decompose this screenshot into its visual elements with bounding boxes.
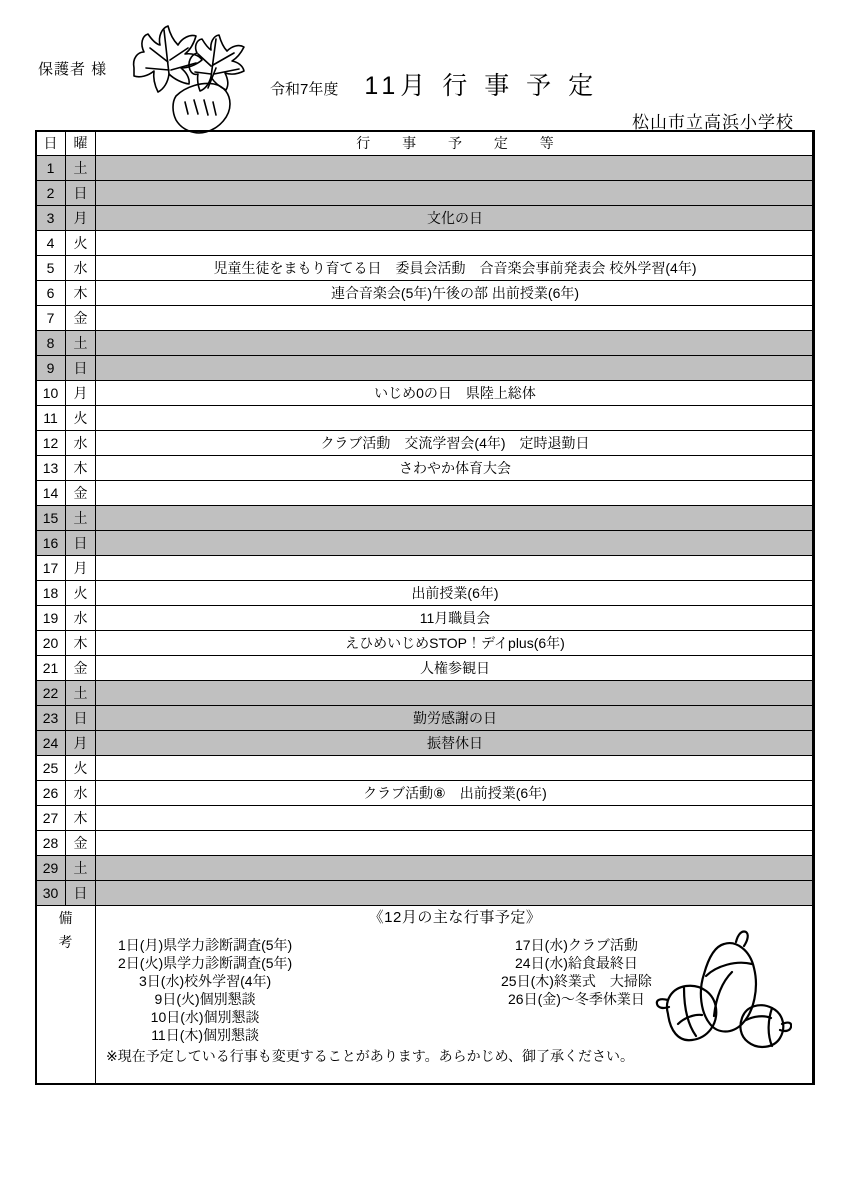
table-row <box>36 206 815 231</box>
cell-event <box>96 856 815 881</box>
notes-label-cell <box>36 906 96 1085</box>
acorn-icon <box>632 920 792 1060</box>
note-line: 17日(水)クラブ活動 <box>515 937 638 953</box>
table-row <box>36 431 815 456</box>
notes-label-char-1: 備 <box>58 910 73 926</box>
table-row <box>36 181 815 206</box>
table-row <box>36 781 815 806</box>
cell-event: 勤労感謝の日 <box>96 706 815 731</box>
table-row <box>36 456 815 481</box>
cell-day: 17 <box>36 556 66 581</box>
cell-day: 30 <box>36 881 66 906</box>
header-events: 行 事 予 定 等 <box>96 131 815 156</box>
cell-event: 人権参観日 <box>96 656 815 681</box>
cell-day: 19 <box>36 606 66 631</box>
note-line: 24日(水)給食最終日 <box>515 955 638 971</box>
cell-event <box>96 556 815 581</box>
cell-weekday: 土 <box>66 331 96 356</box>
table-header <box>36 131 815 156</box>
cell-weekday: 月 <box>66 731 96 756</box>
cell-event <box>96 756 815 781</box>
cell-weekday: 日 <box>66 531 96 556</box>
note-line: 9日(火)個別懇談 <box>154 991 256 1007</box>
cell-day: 14 <box>36 481 66 506</box>
cell-event: さわやか体育大会 <box>96 456 815 481</box>
note-line: 1日(月)県学力診断調査(5年) <box>118 937 293 953</box>
cell-day: 16 <box>36 531 66 556</box>
cell-event <box>96 306 815 331</box>
cell-day: 25 <box>36 756 66 781</box>
note-line: 3日(水)校外学習(4年) <box>139 973 272 989</box>
cell-day: 22 <box>36 681 66 706</box>
cell-weekday: 木 <box>66 806 96 831</box>
table-row <box>36 356 815 381</box>
note-line: 11日(木)個別懇談 <box>151 1027 260 1043</box>
cell-day: 21 <box>36 656 66 681</box>
maple-leaf-icon <box>112 8 252 136</box>
cell-day: 29 <box>36 856 66 881</box>
notes-section <box>36 906 815 1085</box>
table-row <box>36 631 815 656</box>
cell-day: 6 <box>36 281 66 306</box>
cell-day: 4 <box>36 231 66 256</box>
cell-weekday: 日 <box>66 181 96 206</box>
cell-weekday: 火 <box>66 581 96 606</box>
cell-day: 20 <box>36 631 66 656</box>
cell-event: 児童生徒をまもり育てる日 委員会活動 合音楽会事前発表会 校外学習(4年) <box>96 256 815 281</box>
table-row <box>36 556 815 581</box>
cell-day: 9 <box>36 356 66 381</box>
notes-disclaimer: ※現在予定している行事も変更することがあります。あらかじめ、御了承ください。 <box>106 1048 635 1064</box>
cell-day: 18 <box>36 581 66 606</box>
cell-weekday: 日 <box>66 881 96 906</box>
cell-weekday: 水 <box>66 256 96 281</box>
table-row <box>36 856 815 881</box>
cell-event <box>96 831 815 856</box>
cell-day: 1 <box>36 156 66 181</box>
cell-event <box>96 406 815 431</box>
table-row <box>36 606 815 631</box>
table-row <box>36 331 815 356</box>
cell-event: 振替休日 <box>96 731 815 756</box>
cell-weekday: 水 <box>66 781 96 806</box>
cell-day: 11 <box>36 406 66 431</box>
cell-day: 15 <box>36 506 66 531</box>
table-row <box>36 481 815 506</box>
cell-day: 28 <box>36 831 66 856</box>
cell-day: 3 <box>36 206 66 231</box>
table-row <box>36 681 815 706</box>
notes-left-column <box>118 936 292 1044</box>
cell-day: 5 <box>36 256 66 281</box>
cell-event: クラブ活動 交流学習会(4年) 定時退勤日 <box>96 431 815 456</box>
page-title <box>270 66 598 102</box>
notes-title: 《12月の主な行事予定》 <box>368 909 542 926</box>
cell-day: 2 <box>36 181 66 206</box>
cell-weekday: 火 <box>66 406 96 431</box>
cell-event <box>96 331 815 356</box>
cell-weekday: 木 <box>66 631 96 656</box>
notes-row <box>36 906 815 1085</box>
cell-weekday: 日 <box>66 356 96 381</box>
cell-weekday: 水 <box>66 606 96 631</box>
table-row <box>36 756 815 781</box>
cell-day: 8 <box>36 331 66 356</box>
cell-event <box>96 681 815 706</box>
cell-weekday: 土 <box>66 856 96 881</box>
notes-body-cell <box>96 906 815 1085</box>
cell-weekday: 日 <box>66 706 96 731</box>
table-row <box>36 831 815 856</box>
cell-weekday: 月 <box>66 556 96 581</box>
table-row <box>36 256 815 281</box>
table-row <box>36 406 815 431</box>
cell-event <box>96 881 815 906</box>
table-row <box>36 531 815 556</box>
cell-weekday: 水 <box>66 431 96 456</box>
cell-weekday: 火 <box>66 231 96 256</box>
cell-event: 連合音楽会(5年)午後の部 出前授業(6年) <box>96 281 815 306</box>
school-name-label: 松山市立高浜小学校 <box>632 113 794 132</box>
cell-day: 26 <box>36 781 66 806</box>
cell-day: 23 <box>36 706 66 731</box>
cell-weekday: 木 <box>66 456 96 481</box>
cell-event: 11月職員会 <box>96 606 815 631</box>
cell-event <box>96 531 815 556</box>
header-day: 日 <box>36 131 66 156</box>
cell-event: 出前授業(6年) <box>96 581 815 606</box>
cell-event <box>96 356 815 381</box>
cell-weekday: 土 <box>66 506 96 531</box>
cell-day: 24 <box>36 731 66 756</box>
addressee-label: 保護者 様 <box>38 61 108 78</box>
table-row <box>36 706 815 731</box>
cell-weekday: 月 <box>66 381 96 406</box>
table-row <box>36 231 815 256</box>
cell-weekday: 土 <box>66 681 96 706</box>
cell-event <box>96 231 815 256</box>
cell-day: 10 <box>36 381 66 406</box>
cell-weekday: 月 <box>66 206 96 231</box>
cell-event <box>96 481 815 506</box>
cell-day: 12 <box>36 431 66 456</box>
note-line: 26日(金)～冬季休業日 <box>508 991 645 1007</box>
cell-weekday: 金 <box>66 481 96 506</box>
calendar-table <box>35 130 815 1085</box>
cell-event: クラブ活動⑧ 出前授業(6年) <box>96 781 815 806</box>
cell-event: えひめいじめSTOP！デイplus(6年) <box>96 631 815 656</box>
table-row <box>36 656 815 681</box>
table-row <box>36 156 815 181</box>
table-row <box>36 306 815 331</box>
table-row <box>36 506 815 531</box>
cell-weekday: 火 <box>66 756 96 781</box>
cell-event <box>96 506 815 531</box>
table-row <box>36 731 815 756</box>
table-row <box>36 381 815 406</box>
notes-right-column <box>501 936 652 1008</box>
cell-day: 7 <box>36 306 66 331</box>
table-row <box>36 881 815 906</box>
cell-day: 27 <box>36 806 66 831</box>
cell-event: 文化の日 <box>96 206 815 231</box>
cell-weekday: 木 <box>66 281 96 306</box>
table-row <box>36 281 815 306</box>
note-line: 25日(木)終業式 大掃除 <box>501 973 652 989</box>
table-row <box>36 806 815 831</box>
cell-event: いじめ0の日 県陸上総体 <box>96 381 815 406</box>
cell-weekday: 金 <box>66 831 96 856</box>
cell-weekday: 金 <box>66 306 96 331</box>
title-main-label: 11月 行 事 予 定 <box>364 72 599 100</box>
era-year-label: 令和7年度 <box>270 81 339 98</box>
header-wday: 曜 <box>66 131 96 156</box>
cell-event <box>96 806 815 831</box>
note-line: 10日(水)個別懇談 <box>150 1009 260 1025</box>
header-row <box>36 131 815 156</box>
table-row <box>36 581 815 606</box>
cell-event <box>96 156 815 181</box>
cell-weekday: 金 <box>66 656 96 681</box>
calendar-table-container <box>35 130 814 1085</box>
notes-label-char-2: 考 <box>58 934 73 950</box>
cell-weekday: 土 <box>66 156 96 181</box>
cell-event <box>96 181 815 206</box>
note-line: 2日(火)県学力診断調査(5年) <box>118 955 293 971</box>
table-body <box>36 156 815 906</box>
cell-day: 13 <box>36 456 66 481</box>
